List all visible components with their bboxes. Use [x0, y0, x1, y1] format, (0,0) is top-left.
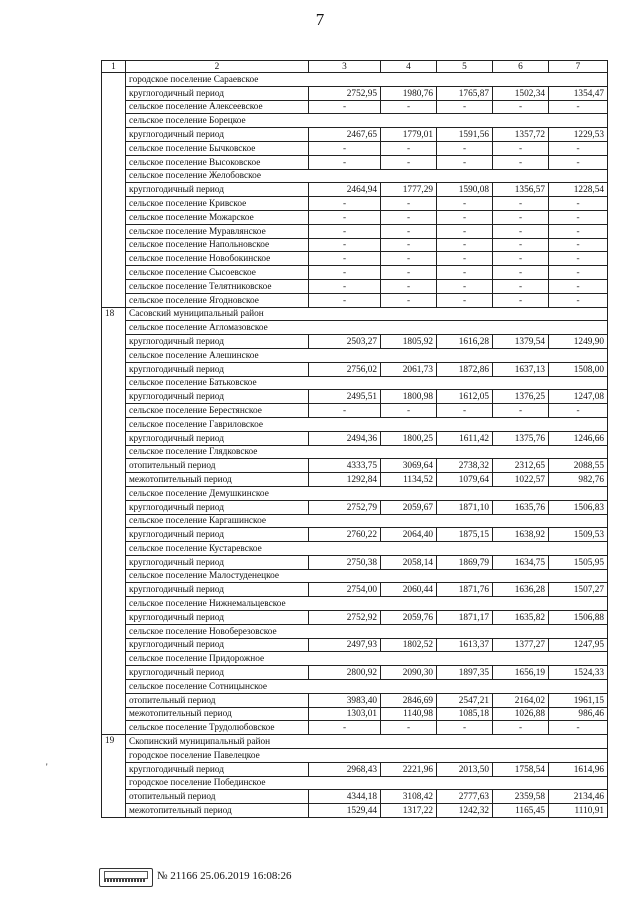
value-cell: 3069,64	[381, 459, 437, 473]
value-cell: -	[309, 197, 381, 211]
value-cell: 1508,00	[549, 362, 608, 376]
value-cell: 2752,79	[309, 500, 381, 514]
value-cell: 2846,69	[381, 693, 437, 707]
value-cell: 2090,30	[381, 666, 437, 680]
value-cell: -	[381, 210, 437, 224]
table-row	[102, 624, 608, 638]
value-cell: 1247,95	[549, 638, 608, 652]
table-row	[102, 790, 608, 804]
value-cell: -	[437, 210, 493, 224]
value-cell: 986,46	[549, 707, 608, 721]
value-cell: 1777,29	[381, 183, 437, 197]
value-cell: 1635,82	[493, 611, 549, 625]
row-label-cell: сельское поселение Телятниковское	[126, 279, 309, 293]
value-cell: -	[381, 252, 437, 266]
value-cell: -	[309, 224, 381, 238]
value-cell: 1800,98	[381, 390, 437, 404]
row-label-cell: круглогодичный период	[126, 528, 309, 542]
table-row	[102, 431, 608, 445]
value-cell: 1524,33	[549, 666, 608, 680]
value-cell: 1377,27	[493, 638, 549, 652]
value-cell: 1611,42	[437, 431, 493, 445]
value-cell: 1229,53	[549, 128, 608, 142]
row-label-cell: круглогодичный период	[126, 666, 309, 680]
table-row	[102, 721, 608, 735]
value-cell: 1357,72	[493, 128, 549, 142]
row-label-cell: сельское поселение Малостуденецкое	[126, 569, 608, 583]
table-row	[102, 307, 608, 321]
row-label-cell: сельское поселение Придорожное	[126, 652, 608, 666]
value-cell: -	[309, 238, 381, 252]
value-cell: -	[381, 141, 437, 155]
value-cell: 1375,76	[493, 431, 549, 445]
value-cell: -	[381, 279, 437, 293]
row-label-cell: круглогодичный период	[126, 638, 309, 652]
table-row	[102, 542, 608, 556]
value-cell: 1802,52	[381, 638, 437, 652]
value-cell: 3983,40	[309, 693, 381, 707]
table-row	[102, 224, 608, 238]
value-cell: 1529,44	[309, 804, 381, 818]
value-cell: 1613,37	[437, 638, 493, 652]
row-label-cell: отопительный период	[126, 459, 309, 473]
value-cell: -	[437, 197, 493, 211]
row-label-cell: сельское поселение Борецкое	[126, 114, 608, 128]
value-cell: 2800,92	[309, 666, 381, 680]
value-cell: -	[381, 224, 437, 238]
value-cell: 1134,52	[381, 473, 437, 487]
value-cell: 1509,53	[549, 528, 608, 542]
row-index-cell: 19	[102, 735, 126, 818]
value-cell: -	[437, 238, 493, 252]
table-row	[102, 238, 608, 252]
row-label-cell: круглогодичный период	[126, 86, 309, 100]
table-row	[102, 197, 608, 211]
value-cell: -	[549, 210, 608, 224]
table-row	[102, 86, 608, 100]
row-label-cell: сельское поселение Кривское	[126, 197, 309, 211]
value-cell: 2134,46	[549, 790, 608, 804]
value-cell: -	[549, 238, 608, 252]
table-row	[102, 707, 608, 721]
table-row	[102, 390, 608, 404]
value-cell: -	[493, 100, 549, 114]
value-cell: 2312,65	[493, 459, 549, 473]
row-label-cell: сельское поселение Батьковское	[126, 376, 608, 390]
value-cell: 1875,15	[437, 528, 493, 542]
table-row	[102, 776, 608, 790]
value-cell: 1871,10	[437, 500, 493, 514]
value-cell: -	[493, 155, 549, 169]
value-cell: 2059,76	[381, 611, 437, 625]
value-cell: 1805,92	[381, 335, 437, 349]
row-label-cell: отопительный период	[126, 790, 309, 804]
table-row	[102, 293, 608, 307]
value-cell: 1800,25	[381, 431, 437, 445]
value-cell: 1637,13	[493, 362, 549, 376]
value-cell: -	[309, 155, 381, 169]
table-row	[102, 486, 608, 500]
value-cell: -	[309, 252, 381, 266]
value-cell: 4344,18	[309, 790, 381, 804]
row-label-cell: городское поселение Павелецкое	[126, 749, 608, 763]
value-cell: -	[437, 224, 493, 238]
value-cell: -	[493, 721, 549, 735]
row-label-cell: круглогодичный период	[126, 183, 309, 197]
value-cell: 2013,50	[437, 762, 493, 776]
table-row	[102, 279, 608, 293]
value-cell: 1897,35	[437, 666, 493, 680]
value-cell: 1869,79	[437, 555, 493, 569]
value-cell: 2756,02	[309, 362, 381, 376]
row-label-cell: сельское поселение Алешинское	[126, 348, 608, 362]
table-row	[102, 141, 608, 155]
row-label-cell: межотопительный период	[126, 707, 309, 721]
row-label-cell: сельское поселение Нижнемальцевское	[126, 597, 608, 611]
table-header-row	[102, 61, 608, 73]
value-cell: -	[549, 155, 608, 169]
header-cell: 7	[549, 61, 608, 73]
row-label-cell: отопительный период	[126, 693, 309, 707]
table-row	[102, 762, 608, 776]
header-cell: 6	[493, 61, 549, 73]
value-cell: -	[309, 266, 381, 280]
value-cell: 1026,88	[493, 707, 549, 721]
table-row	[102, 445, 608, 459]
value-cell: 2968,43	[309, 762, 381, 776]
row-label-cell: сельское поселение Демушкинское	[126, 486, 608, 500]
row-label-cell: сельское поселение Новоберезовское	[126, 624, 608, 638]
value-cell: 1376,25	[493, 390, 549, 404]
value-cell: 1635,76	[493, 500, 549, 514]
table-row	[102, 611, 608, 625]
value-cell: -	[437, 100, 493, 114]
row-label-cell: сельское поселение Напольновское	[126, 238, 309, 252]
row-label-cell: круглогодичный период	[126, 128, 309, 142]
value-cell: -	[549, 252, 608, 266]
value-cell: -	[437, 141, 493, 155]
value-cell: -	[381, 404, 437, 418]
value-cell: 1079,64	[437, 473, 493, 487]
value-cell: -	[309, 721, 381, 735]
value-cell: 1110,91	[549, 804, 608, 818]
table-row	[102, 169, 608, 183]
value-cell: 1356,57	[493, 183, 549, 197]
row-label-cell: межотопительный период	[126, 473, 309, 487]
value-cell: -	[309, 210, 381, 224]
table-row	[102, 583, 608, 597]
table-row	[102, 128, 608, 142]
table-row	[102, 804, 608, 818]
value-cell: 1765,87	[437, 86, 493, 100]
value-cell: -	[493, 293, 549, 307]
value-cell: -	[381, 721, 437, 735]
row-label-cell: городское поселение Сараевское	[126, 73, 608, 87]
table-row	[102, 404, 608, 418]
value-cell: 2750,38	[309, 555, 381, 569]
row-index-cell: 18	[102, 307, 126, 735]
value-cell: -	[437, 721, 493, 735]
margin-mark: '	[46, 762, 48, 772]
value-cell: 2464,94	[309, 183, 381, 197]
value-cell: 1636,28	[493, 583, 549, 597]
table-row	[102, 335, 608, 349]
row-label-cell: сельское поселение Кустаревское	[126, 542, 608, 556]
value-cell: 1505,95	[549, 555, 608, 569]
row-label-cell: сельское поселение Каргашинское	[126, 514, 608, 528]
table-row	[102, 348, 608, 362]
value-cell: -	[549, 197, 608, 211]
value-cell: 3108,42	[381, 790, 437, 804]
page-number: 7	[315, 10, 325, 29]
row-label-cell: сельское поселение Глядковское	[126, 445, 608, 459]
value-cell: 2060,44	[381, 583, 437, 597]
row-label-cell: круглогодичный период	[126, 611, 309, 625]
region-name-cell: Скопинский муниципальный район	[126, 735, 608, 749]
value-cell: 1165,45	[493, 804, 549, 818]
value-cell: -	[549, 279, 608, 293]
row-index-cell	[102, 73, 126, 308]
row-label-cell: круглогодичный период	[126, 362, 309, 376]
header-cell: 3	[309, 61, 381, 73]
table-row	[102, 155, 608, 169]
row-label-cell: сельское поселение Берестянское	[126, 404, 309, 418]
row-label-cell: круглогодичный период	[126, 335, 309, 349]
table-row	[102, 652, 608, 666]
table-row	[102, 321, 608, 335]
value-cell: -	[437, 279, 493, 293]
row-label-cell: сельское поселение Алексеевское	[126, 100, 309, 114]
value-cell: 1758,54	[493, 762, 549, 776]
value-cell: 2494,36	[309, 431, 381, 445]
value-cell: -	[493, 404, 549, 418]
value-cell: -	[309, 404, 381, 418]
value-cell: -	[437, 404, 493, 418]
table-row	[102, 528, 608, 542]
value-cell: -	[493, 252, 549, 266]
row-label-cell: круглогодичный период	[126, 555, 309, 569]
header-cell: 4	[381, 61, 437, 73]
value-cell: 1354,47	[549, 86, 608, 100]
row-label-cell: сельское поселение Высоковское	[126, 155, 309, 169]
value-cell: -	[493, 141, 549, 155]
value-cell: 982,76	[549, 473, 608, 487]
table-row	[102, 183, 608, 197]
value-cell: 1292,84	[309, 473, 381, 487]
value-cell: -	[549, 293, 608, 307]
value-cell: 1590,08	[437, 183, 493, 197]
value-cell: 2164,02	[493, 693, 549, 707]
value-cell: -	[549, 721, 608, 735]
value-cell: -	[381, 266, 437, 280]
table-row	[102, 100, 608, 114]
value-cell: 1634,75	[493, 555, 549, 569]
value-cell: -	[381, 100, 437, 114]
value-cell: -	[437, 155, 493, 169]
value-cell: 2760,22	[309, 528, 381, 542]
value-cell: -	[309, 293, 381, 307]
value-cell: 2061,73	[381, 362, 437, 376]
value-cell: 2088,55	[549, 459, 608, 473]
table-row	[102, 514, 608, 528]
row-label-cell: сельское поселение Бычковское	[126, 141, 309, 155]
document-seal-icon	[99, 868, 153, 887]
value-cell: -	[493, 266, 549, 280]
value-cell: 1242,32	[437, 804, 493, 818]
row-label-cell: круглогодичный период	[126, 762, 309, 776]
row-label-cell: сельское поселение Гавриловское	[126, 417, 608, 431]
row-label-cell: круглогодичный период	[126, 431, 309, 445]
table-row	[102, 73, 608, 87]
table-row	[102, 735, 608, 749]
table-row	[102, 680, 608, 694]
value-cell: -	[549, 266, 608, 280]
table-row	[102, 210, 608, 224]
row-label-cell: сельское поселение Сысоевское	[126, 266, 309, 280]
tariff-table	[101, 60, 608, 818]
row-label-cell: круглогодичный период	[126, 500, 309, 514]
table-row	[102, 362, 608, 376]
value-cell: 1871,76	[437, 583, 493, 597]
value-cell: 2059,67	[381, 500, 437, 514]
value-cell: -	[493, 238, 549, 252]
value-cell: -	[493, 197, 549, 211]
value-cell: 2495,51	[309, 390, 381, 404]
value-cell: 1506,88	[549, 611, 608, 625]
row-label-cell: межотопительный период	[126, 804, 309, 818]
row-label-cell: сельское поселение Ягодновское	[126, 293, 309, 307]
value-cell: 1980,76	[381, 86, 437, 100]
value-cell: 2467,65	[309, 128, 381, 142]
value-cell: -	[309, 141, 381, 155]
table-row	[102, 500, 608, 514]
row-label-cell: сельское поселение Новобокинское	[126, 252, 309, 266]
document-registration-number: № 21166 25.06.2019 16:08:26	[157, 870, 292, 882]
value-cell: 1085,18	[437, 707, 493, 721]
value-cell: 2359,58	[493, 790, 549, 804]
row-label-cell: сельское поселение Агломазовское	[126, 321, 608, 335]
value-cell: 2064,40	[381, 528, 437, 542]
value-cell: 2777,63	[437, 790, 493, 804]
header-cell: 5	[437, 61, 493, 73]
table-row	[102, 266, 608, 280]
header-cell: 1	[102, 61, 126, 73]
value-cell: 1303,01	[309, 707, 381, 721]
value-cell: -	[493, 210, 549, 224]
value-cell: 2503,27	[309, 335, 381, 349]
table-row	[102, 569, 608, 583]
row-label-cell: сельское поселение Муравлянское	[126, 224, 309, 238]
value-cell: 2058,14	[381, 555, 437, 569]
region-name-cell: Сасовский муниципальный район	[126, 307, 608, 321]
value-cell: 1140,98	[381, 707, 437, 721]
value-cell: 1638,92	[493, 528, 549, 542]
value-cell: 1506,83	[549, 500, 608, 514]
value-cell: 1612,05	[437, 390, 493, 404]
table-row	[102, 666, 608, 680]
table-row	[102, 473, 608, 487]
value-cell: -	[437, 293, 493, 307]
table-row	[102, 638, 608, 652]
value-cell: 1614,96	[549, 762, 608, 776]
row-label-cell: городское поселение Побединское	[126, 776, 608, 790]
value-cell: 1779,01	[381, 128, 437, 142]
value-cell: -	[549, 404, 608, 418]
value-cell: -	[381, 197, 437, 211]
value-cell: 1961,15	[549, 693, 608, 707]
value-cell: -	[381, 293, 437, 307]
value-cell: 1379,54	[493, 335, 549, 349]
value-cell: -	[381, 155, 437, 169]
value-cell: 2752,92	[309, 611, 381, 625]
row-label-cell: сельское поселение Трудолюбовское	[126, 721, 309, 735]
value-cell: 1502,34	[493, 86, 549, 100]
row-label-cell: сельское поселение Можарское	[126, 210, 309, 224]
value-cell: 1507,27	[549, 583, 608, 597]
value-cell: 1656,19	[493, 666, 549, 680]
value-cell: 1591,56	[437, 128, 493, 142]
header-cell: 2	[126, 61, 309, 73]
value-cell: -	[549, 100, 608, 114]
table-row	[102, 693, 608, 707]
table-row	[102, 555, 608, 569]
row-label-cell: круглогодичный период	[126, 390, 309, 404]
value-cell: 2497,93	[309, 638, 381, 652]
value-cell: -	[309, 100, 381, 114]
value-cell: 1317,22	[381, 804, 437, 818]
value-cell: 2754,00	[309, 583, 381, 597]
value-cell: -	[493, 224, 549, 238]
value-cell: 1616,28	[437, 335, 493, 349]
value-cell: 1249,90	[549, 335, 608, 349]
value-cell: 1247,08	[549, 390, 608, 404]
table-row	[102, 459, 608, 473]
value-cell: 1872,86	[437, 362, 493, 376]
table-row	[102, 252, 608, 266]
value-cell: 1246,66	[549, 431, 608, 445]
table-row	[102, 417, 608, 431]
row-label-cell: сельское поселение Желобовское	[126, 169, 608, 183]
value-cell: 1228,54	[549, 183, 608, 197]
value-cell: 2547,21	[437, 693, 493, 707]
value-cell: -	[493, 279, 549, 293]
value-cell: -	[549, 141, 608, 155]
row-label-cell: круглогодичный период	[126, 583, 309, 597]
table-row	[102, 114, 608, 128]
value-cell: -	[309, 279, 381, 293]
value-cell: -	[549, 224, 608, 238]
value-cell: 2752,95	[309, 86, 381, 100]
value-cell: 4333,75	[309, 459, 381, 473]
value-cell: -	[381, 238, 437, 252]
value-cell: -	[437, 266, 493, 280]
table-row	[102, 376, 608, 390]
value-cell: 1871,17	[437, 611, 493, 625]
value-cell: 2738,32	[437, 459, 493, 473]
table-row	[102, 749, 608, 763]
table-row	[102, 597, 608, 611]
value-cell: -	[437, 252, 493, 266]
value-cell: 2221,96	[381, 762, 437, 776]
row-label-cell: сельское поселение Сотницынское	[126, 680, 608, 694]
value-cell: 1022,57	[493, 473, 549, 487]
